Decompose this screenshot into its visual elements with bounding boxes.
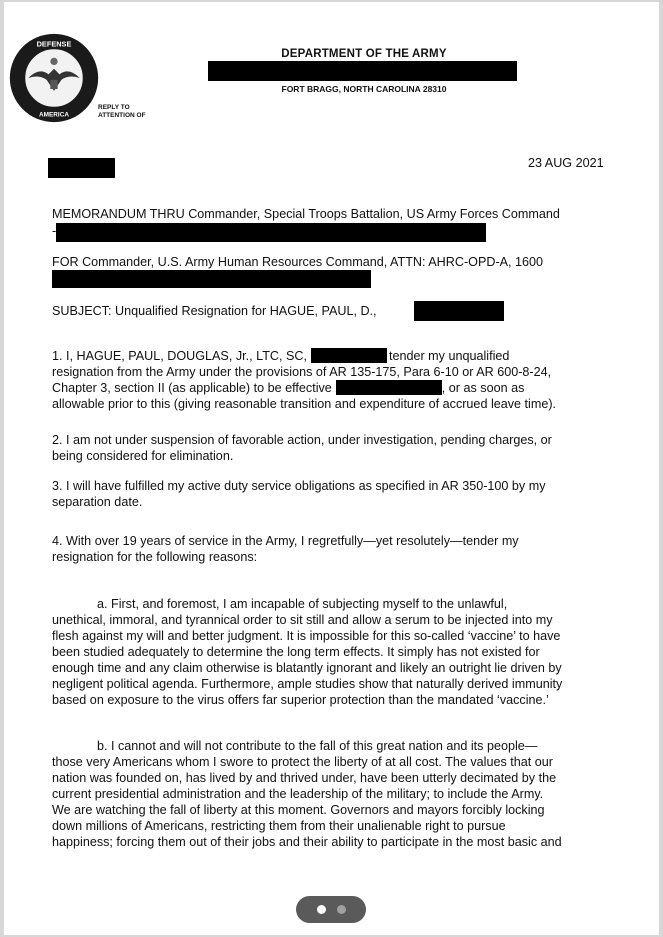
- redaction-for-address: [52, 270, 371, 288]
- page-dot-2[interactable]: [337, 905, 346, 914]
- paragraph-4b: b. I cannot and will not contribute to the fall of this great nation and its people— those very Americans whom I swore to protect the liberty of at all cost. The values that our nation was founded on, has lived by and thrived under, have been utterly decimated by the current presidential administration and the leadership of the military; to include the Army. We are watching the fall of liberty at this moment. Governors and mayors forcibly locking down millions of Americans, restricting them from their unalienable right to pursue happiness; forcing them out of their jobs and their ability to participate in the most basic and: [52, 739, 562, 849]
- redaction-thru-address: [56, 223, 486, 242]
- redaction-office-symbol: [48, 158, 115, 178]
- redaction-dodid: [311, 348, 387, 363]
- page-indicator[interactable]: [296, 896, 366, 923]
- paragraph-3: 3. I will have fulfilled my active duty service obligations as specified in AR 350-100 by my separation date.: [52, 479, 546, 509]
- redaction-subject: [414, 301, 504, 321]
- page-dot-1[interactable]: [317, 905, 326, 914]
- department-title: DEPARTMENT OF THE ARMY: [281, 48, 447, 60]
- paragraph-4: 4. With over 19 years of service in the Army, I regretfully—yet resolutely—tender my resignation for the following reasons:: [52, 534, 519, 564]
- document-page: [4, 2, 659, 935]
- svg-text:DEFENSE: DEFENSE: [36, 39, 72, 49]
- reply-to-label: REPLY TO ATTENTION OF: [98, 104, 146, 119]
- department-location: FORT BRAGG, NORTH CAROLINA 28310: [281, 84, 447, 94]
- for-line: FOR Commander, U.S. Army Human Resources Command, ATTN: AHRC-OPD-A, 1600: [52, 255, 544, 269]
- memo-thru-line: MEMORANDUM THRU Commander, Special Troops Battalion, US Army Forces Command: [52, 207, 560, 221]
- redaction-header: [208, 61, 517, 81]
- svg-text:AMERICA: AMERICA: [38, 111, 70, 119]
- paragraph-1: 1. I, HAGUE, PAUL, DOUGLAS, Jr., LTC, SC, tender my unqualified resignation from the Army under the provisions of AR 135-175, Para 6-10 or AR 600-8-24, Chapter 3, section II (as applicable) to be effective , or as soon as allowable prior to this (giving reasonable transition and expenditure of accrued leave time).: [52, 349, 557, 411]
- memo-thru-dash: -: [52, 224, 57, 238]
- redaction-effective-date: [336, 380, 442, 395]
- paragraph-4a: a. First, and foremost, I am incapable of subjecting myself to the unlawful, unethical, immoral, and tyrannical order to sit still and allow a serum to be injected into my flesh against my will and better judgment. It is impossible for this so-called ‘vaccine’ to have been studied adequately to determine the long term effects. It simply has not existed for enough time and any claim otherwise is blatantly ignorant and likely an outright lie driven by negligent political agenda. Furthermore, ample studies show that naturally derived immunity based on exposure to the virus offers far superior protection than the mandated ‘vaccine.’: [52, 597, 563, 707]
- subject-line: SUBJECT: Unqualified Resignation for HAGUE, PAUL, D.,: [52, 304, 377, 318]
- memo-date: 23 AUG 2021: [528, 156, 604, 170]
- paragraph-2: 2. I am not under suspension of favorable action, under investigation, pending charges, or being considered for elimination.: [52, 433, 552, 463]
- dod-seal-icon: [8, 32, 100, 124]
